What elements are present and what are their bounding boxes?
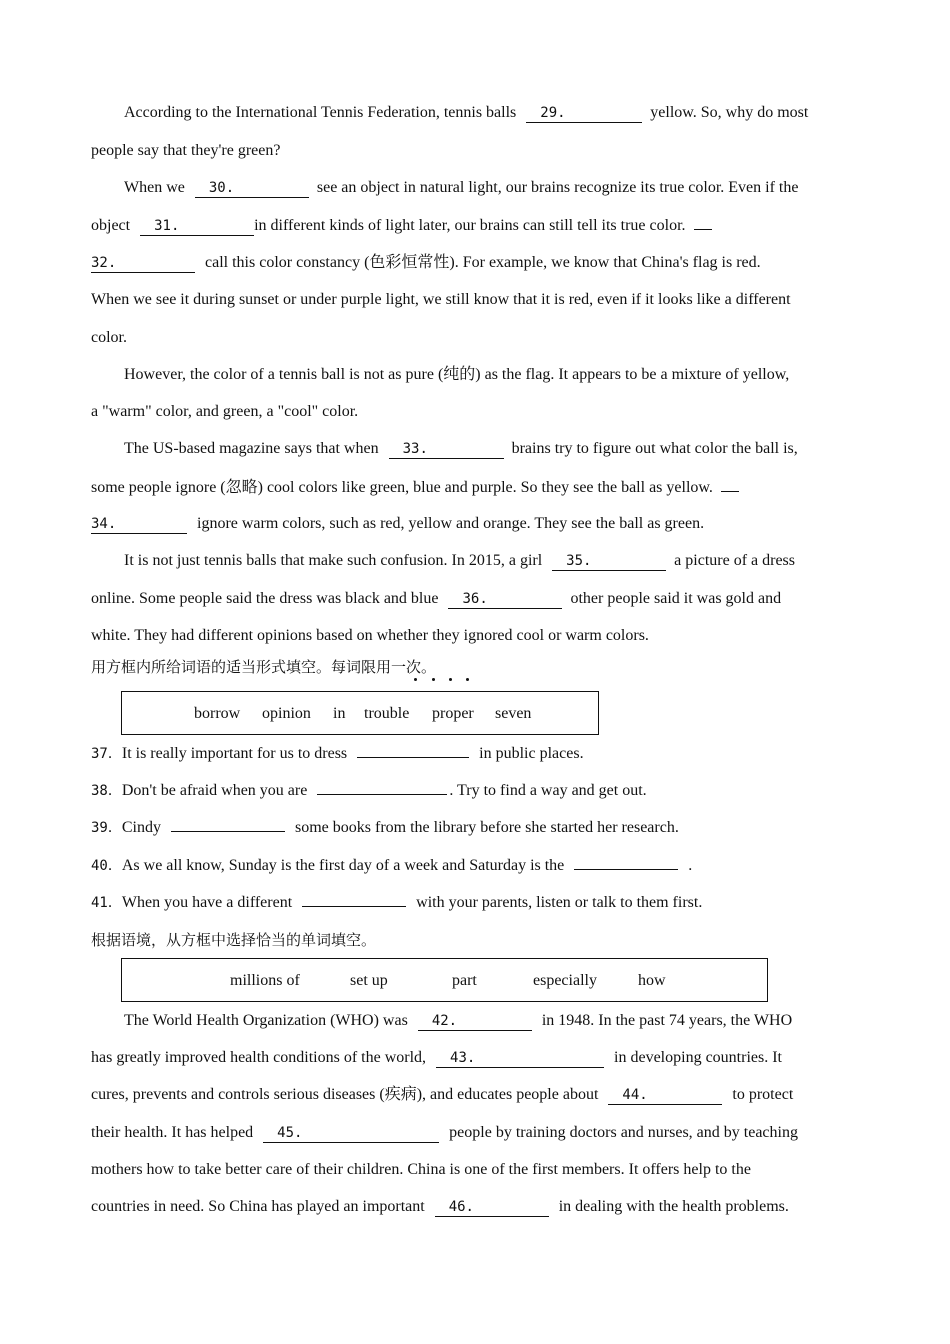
question-40	[91, 856, 692, 876]
text: Don't be afraid when you are	[121, 782, 308, 799]
blank-number: 45.	[277, 1125, 303, 1141]
text: with your parents, listen or talk to them first.	[416, 894, 703, 911]
answer-blank-33[interactable]	[389, 440, 504, 459]
answer-blank-30[interactable]	[195, 179, 309, 198]
text: a picture of a dress	[674, 552, 796, 569]
passage-line	[124, 178, 798, 198]
blank-number: 31.	[154, 218, 180, 234]
blank-number: 35.	[566, 553, 592, 569]
passage-line	[124, 365, 789, 385]
passage-line	[124, 439, 798, 459]
blank-start-mark	[694, 215, 712, 230]
emphasis-dot	[449, 678, 452, 681]
text: in public places.	[479, 745, 584, 762]
text: some people ignore (忽略) cool colors like green, blue and purple. So they see the ball as yellow.	[91, 479, 713, 496]
emphasis-dot	[432, 678, 435, 681]
text: their health. It has helped	[91, 1124, 254, 1141]
answer-blank-35[interactable]	[552, 552, 666, 571]
passage-line	[124, 551, 795, 571]
text: color.	[91, 329, 127, 346]
text: The US-based magazine says that when	[124, 440, 379, 457]
question-38	[91, 781, 647, 801]
answer-blank-32[interactable]	[91, 254, 195, 273]
text: cures, prevents and controls serious diseases (疾病), and educates people about	[91, 1086, 599, 1103]
word-box-item: especially	[533, 972, 597, 989]
blank-number: 36.	[462, 591, 488, 607]
word-box-item: part	[452, 972, 477, 989]
text: mothers how to take better care of their children. China is one of the first members. It offers help to the	[91, 1161, 751, 1178]
text: to protect	[732, 1086, 794, 1103]
answer-blank-40[interactable]	[574, 869, 678, 870]
text: has greatly improved health conditions of the world,	[91, 1049, 427, 1066]
question-number: 37．	[91, 746, 122, 762]
answer-blank-42[interactable]	[418, 1012, 532, 1031]
answer-blank-29[interactable]	[526, 104, 642, 123]
passage-line	[91, 141, 280, 161]
passage-line	[124, 1011, 792, 1031]
text: brains try to figure out what color the ball is,	[511, 440, 798, 457]
question-39	[91, 818, 679, 838]
answer-blank-36[interactable]	[448, 590, 562, 609]
question-number: 40．	[91, 858, 122, 874]
text: . Try to find a way and get out.	[449, 782, 647, 799]
blank-number: 30.	[208, 180, 235, 196]
passage-line	[91, 290, 791, 310]
text: However, the color of a tennis ball is not as pure (纯的) as the flag. It appears to be a mixture of yellow,	[124, 366, 790, 383]
word-box-item: set up	[350, 972, 388, 989]
passage-line	[91, 1197, 789, 1217]
blank-number: 42.	[431, 1013, 458, 1029]
question-41	[91, 893, 702, 913]
text: Cindy	[121, 819, 161, 836]
word-box-item: borrow	[194, 705, 241, 722]
blank-number: 44.	[622, 1087, 648, 1103]
passage-line	[91, 402, 358, 422]
text: online. Some people said the dress was black and blue	[91, 590, 439, 607]
text: people say that they're green?	[91, 142, 281, 159]
answer-blank-45[interactable]	[263, 1124, 439, 1143]
passage-line	[91, 253, 761, 273]
question-number: 39．	[91, 820, 122, 836]
word-box-item: proper	[432, 705, 474, 722]
word-box-item: seven	[495, 705, 532, 722]
passage-line	[91, 514, 704, 534]
blank-number: 43.	[450, 1050, 476, 1066]
passage-line	[91, 1085, 793, 1105]
text: yellow. So, why do most	[650, 104, 809, 121]
answer-blank-31[interactable]	[140, 217, 254, 236]
passage-line	[91, 589, 781, 609]
word-box-item: millions of	[230, 972, 300, 989]
passage-line	[91, 477, 739, 498]
text: It is really important for us to dress	[121, 745, 348, 762]
text: object	[91, 217, 131, 234]
word-box-item: in	[333, 705, 346, 722]
text: a "warm" color, and green, a "cool" color.	[91, 403, 359, 420]
text: It is not just tennis balls that make such confusion. In 2015, a girl	[124, 552, 543, 569]
text: countries in need. So China has played an important	[91, 1198, 425, 1215]
section-instruction: 根据语境，从方框中选择恰当的单词填空。	[91, 931, 377, 949]
text: other people said it was gold and	[570, 590, 782, 607]
passage-line	[91, 328, 127, 348]
text: When we see it during sunset or under purple light, we still know that it is red, even if it looks like a different	[91, 291, 791, 308]
text: ignore warm colors, such as red, yellow and orange. They see the ball as green.	[197, 515, 705, 532]
blank-number: 46.	[448, 1199, 474, 1215]
passage-line	[91, 1048, 782, 1068]
text: As we all know, Sunday is the first day of a week and Saturday is the	[121, 857, 565, 874]
text: call this color constancy (色彩恒常性). For example, we know that China's flag is red.	[205, 254, 761, 271]
passage-line	[124, 103, 808, 123]
text: When you have a different	[121, 894, 293, 911]
word-box-item: how	[638, 972, 666, 989]
passage-line	[91, 626, 649, 646]
text: in dealing with the health problems.	[558, 1198, 789, 1215]
passage-line	[91, 215, 712, 236]
text: see an object in natural light, our brains recognize its true color. Even if the	[316, 179, 799, 196]
text: .	[688, 857, 693, 874]
blank-start-mark	[721, 477, 739, 492]
blank-number: 29.	[540, 105, 566, 121]
text: in developing countries. It	[614, 1049, 782, 1066]
word-box-item: opinion	[262, 705, 311, 722]
answer-blank-44[interactable]	[608, 1086, 722, 1105]
text: some books from the library before she started her research.	[294, 819, 679, 836]
question-37	[91, 744, 584, 764]
passage-line	[91, 1160, 751, 1180]
section-instruction: 用方框内所给词语的适当形式填空。每词限用一次。	[91, 658, 437, 676]
question-number: 38．	[91, 783, 122, 799]
passage-line	[91, 1123, 798, 1143]
text: According to the International Tennis Federation, tennis balls	[124, 104, 517, 121]
text: white. They had different opinions based on whether they ignored cool or warm colors.	[91, 627, 649, 644]
word-box	[121, 958, 768, 1002]
emphasis-dot	[414, 678, 417, 681]
text: people by training doctors and nurses, and by teaching	[449, 1124, 798, 1141]
blank-number: 33.	[402, 441, 428, 457]
blank-number: 34.	[91, 516, 117, 532]
answer-blank-41[interactable]	[302, 906, 406, 907]
answer-blank-38[interactable]	[317, 794, 447, 795]
text: in 1948. In the past 74 years, the WHO	[541, 1012, 793, 1029]
emphasis-dot	[466, 678, 469, 681]
answer-blank-34[interactable]	[91, 515, 187, 534]
text: in different kinds of light later, our brains can still tell its true color.	[254, 217, 686, 234]
answer-blank-46[interactable]	[435, 1198, 549, 1217]
answer-blank-37[interactable]	[357, 757, 469, 758]
answer-blank-39[interactable]	[171, 831, 285, 832]
word-box-item: trouble	[364, 705, 410, 722]
text: The World Health Organization (WHO) was	[124, 1012, 408, 1029]
text: When we	[124, 179, 185, 196]
blank-number: 32.	[91, 255, 117, 271]
question-number: 41．	[91, 895, 122, 911]
answer-blank-43[interactable]	[436, 1049, 604, 1068]
